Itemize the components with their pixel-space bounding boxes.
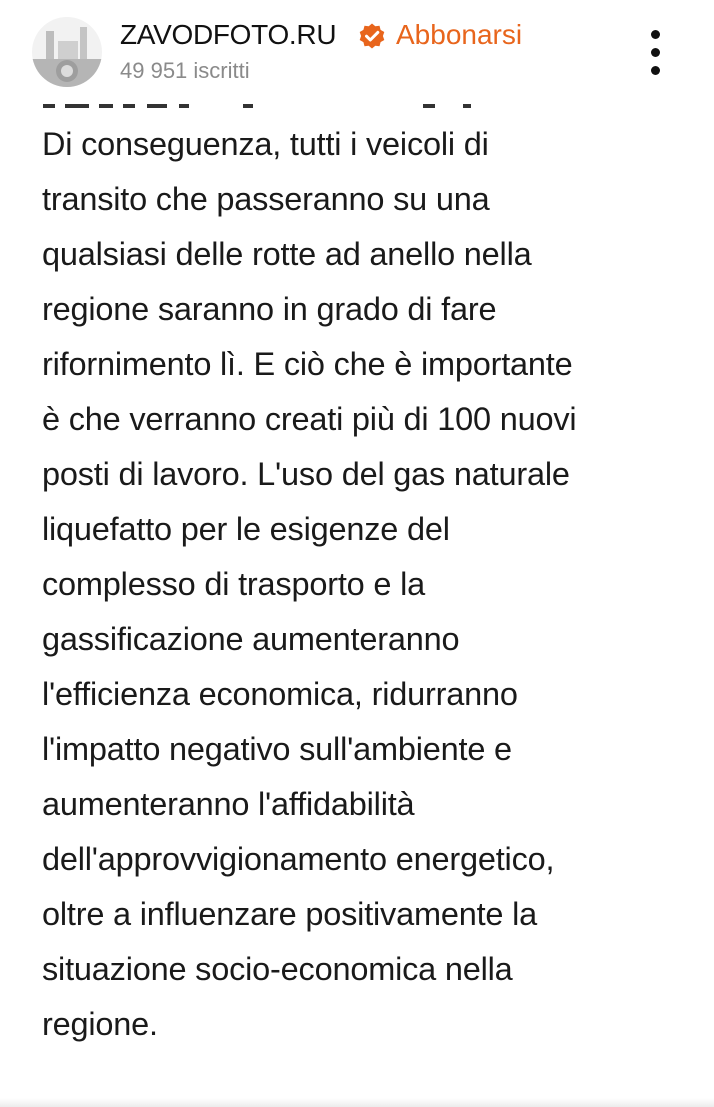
article-line: qualsiasi delle rotte ad anello nella [42,236,532,272]
bottom-edge [0,1098,714,1107]
article-line: posti di lavoro. L'uso del gas naturale [42,456,570,492]
more-vertical-icon [651,30,660,39]
factory-logo-icon [32,17,102,87]
article-line: situazione socio-economica nella [42,951,513,987]
more-vertical-icon-dot [651,48,660,57]
channel-header [0,0,714,104]
subscriber-count: 49 951 iscritti [120,58,250,83]
article-line: l'efficienza economica, ridurranno [42,676,518,712]
article-body [42,117,682,1052]
article-line: l'impatto negativo sull'ambiente e [42,731,512,767]
article-line: è che verranno creati più di 100 nuovi [42,401,577,437]
article-line: transito che passeranno su una [42,181,490,217]
article-line: gassificazione aumenteranno [42,621,460,657]
article-line: complesso di trasporto e la [42,566,425,602]
article-line: aumenteranno l'affidabilità [42,786,415,822]
channel-name[interactable]: ZAVODFOTO.RU [120,19,337,50]
article-line: regione. [42,1006,158,1042]
article-line: dell'approvvigionamento energetico, [42,841,555,877]
channel-avatar[interactable] [32,17,102,87]
more-vertical-icon-dot [651,66,660,75]
more-options-button[interactable] [640,30,672,76]
article-line: oltre a influenzare positivamente la [42,896,538,932]
article-line: rifornimento lì. E ciò che è importante [42,346,573,382]
article-line: liquefatto per le esigenze del [42,511,450,547]
article-line: Di conseguenza, tutti i veicoli di [42,126,489,162]
verified-badge-icon [357,22,387,52]
article-line: regione saranno in grado di fare [42,291,497,327]
subscribe-button[interactable]: Abbonarsi [396,19,523,50]
